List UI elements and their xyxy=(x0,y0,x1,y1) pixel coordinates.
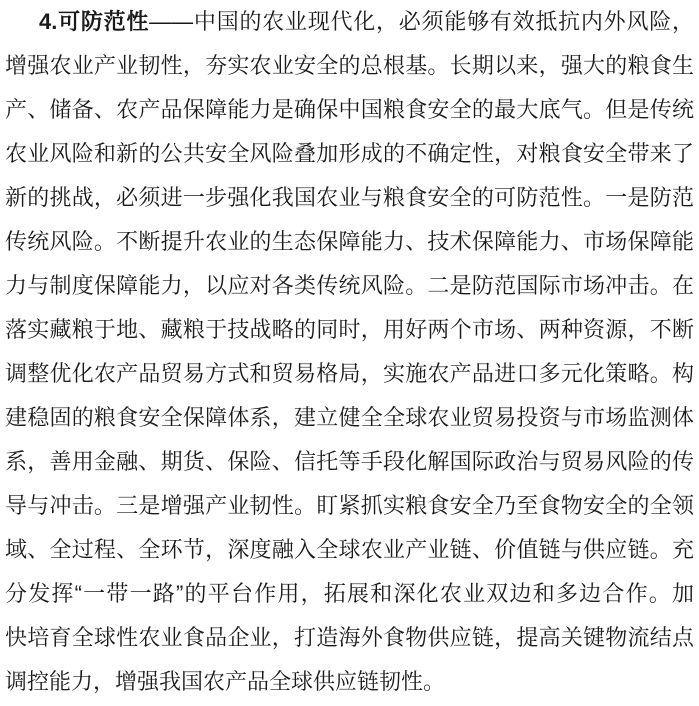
paragraph-line: 农业风险和新的公共安全风险叠加形成的不确定性，对粮食安全带来了 xyxy=(5,141,694,166)
paragraph-line xyxy=(5,0,694,44)
paragraph-line: 建稳固的粮食安全保障体系，建立健全全球农业贸易投资与市场监测体 xyxy=(5,405,694,430)
paragraph-line: 传统风险。不断提升农业的生态保障能力、技术保障能力、市场保障能 xyxy=(5,229,694,254)
paragraph-line: 力与制度保障能力，以应对各类传统风险。二是防范国际市场冲击。在 xyxy=(5,273,694,298)
paragraph-line-text: ——中国的农业现代化，必须能够有效抵抗内外风险， xyxy=(149,9,694,34)
paragraph-bold-lead: 4.可防范性 xyxy=(39,9,150,34)
paragraph-line: 快培育全球性农业食品企业，打造海外食物供应链，提高关键物流结点 xyxy=(5,625,694,650)
paragraph-line: 域、全过程、全环节，深度融入全球农业产业链、价值链与供应链。充 xyxy=(5,537,694,562)
paragraph-line: 增强农业产业韧性，夯实农业安全的总根基。长期以来，强大的粮食生 xyxy=(5,53,694,78)
paragraph-line: 产、储备、农产品保障能力是确保中国粮食安全的最大底气。但是传统 xyxy=(5,97,694,122)
paragraph-line: 分发挥“一带一路”的平台作用，拓展和深化农业双边和多边合作。加 xyxy=(5,581,694,606)
paragraph-line: 落实藏粮于地、藏粮于技战略的同时，用好两个市场、两种资源，不断 xyxy=(5,317,694,342)
paragraph-line: 调整优化农产品贸易方式和贸易格局，实施农产品进口多元化策略。构 xyxy=(5,361,694,386)
paragraph-line: 系，善用金融、期货、保险、信托等手段化解国际政治与贸易风险的传 xyxy=(5,449,694,474)
paragraph-line: 调控能力，增强我国农产品全球供应链韧性。 xyxy=(5,669,446,694)
paragraph-line: 导与冲击。三是增强产业韧性。盯紧抓实粮食安全乃至食物安全的全领 xyxy=(5,493,694,518)
paragraph-line: 新的挑战，必须进一步强化我国农业与粮食安全的可防范性。一是防范 xyxy=(5,185,694,210)
